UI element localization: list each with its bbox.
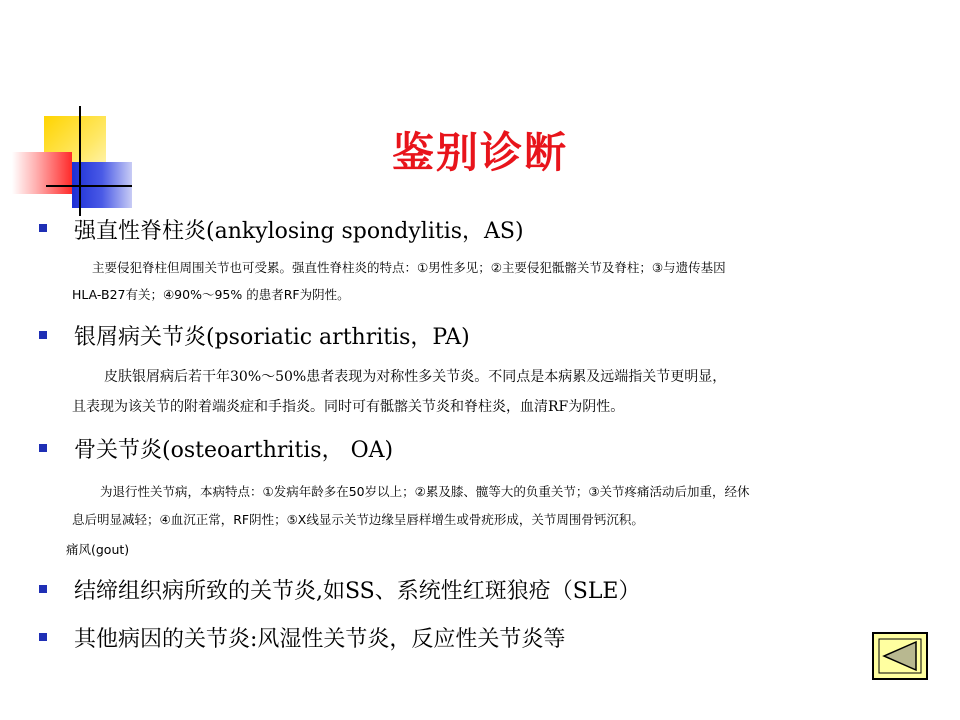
item-heading: 银屑病关节炎(psoriatic arthritis，PA) — [74, 325, 470, 350]
bullet-square-icon — [39, 224, 47, 232]
item-detail: 且表现为该关节的附着端炎症和手指炎。同时可有骶髂关节炎和脊柱炎，血清RF为阴性。 — [72, 399, 625, 415]
item-detail: 为退行性关节病，本病特点：①发病年龄多在50岁以上；②累及膝、髋等大的负重关节；③关节疼痛活动后加重，经休 — [100, 484, 750, 499]
item-detail: HLA-B27有关；④90%～95% 的患者RF为阴性。 — [72, 287, 350, 302]
bullet-square-icon — [39, 444, 47, 452]
item-heading: 骨关节炎(osteoarthritis， OA) — [74, 438, 394, 463]
bullet-square-icon — [39, 331, 47, 339]
bullet-square-icon — [39, 585, 47, 593]
item-extra: 痛风(gout) — [66, 542, 130, 557]
item-detail: 息后明显减轻；④血沉正常，RF阴性；⑤X线显示关节边缘呈唇样增生或骨疣形成，关节周围骨钙沉积。 — [72, 512, 644, 527]
triangle-left-icon — [878, 638, 922, 674]
slide-title: 鉴别诊断 — [391, 128, 568, 177]
item-detail: 主要侵犯脊柱但周围关节也可受累。强直性脊柱炎的特点：①男性多见；②主要侵犯骶髂关节及脊柱；③与遗传基因 — [92, 260, 726, 275]
decor-vertical-line — [79, 106, 81, 216]
back-button[interactable] — [872, 632, 928, 680]
bullet-square-icon — [39, 633, 47, 641]
decor-red-square — [12, 152, 72, 194]
item-heading: 其他病因的关节炎:风湿性关节炎，反应性关节炎等 — [74, 627, 566, 652]
decor-horizontal-line — [46, 185, 132, 187]
item-heading: 强直性脊柱炎(ankylosing spondylitis，AS) — [74, 219, 524, 244]
item-heading: 结缔组织病所致的关节炎,如SS、系统性红斑狼疮（SLE） — [74, 579, 641, 604]
item-detail: 皮肤银屑病后若干年30%～50%患者表现为对称性多关节炎。不同点是本病累及远端指关节更明显， — [104, 369, 727, 385]
